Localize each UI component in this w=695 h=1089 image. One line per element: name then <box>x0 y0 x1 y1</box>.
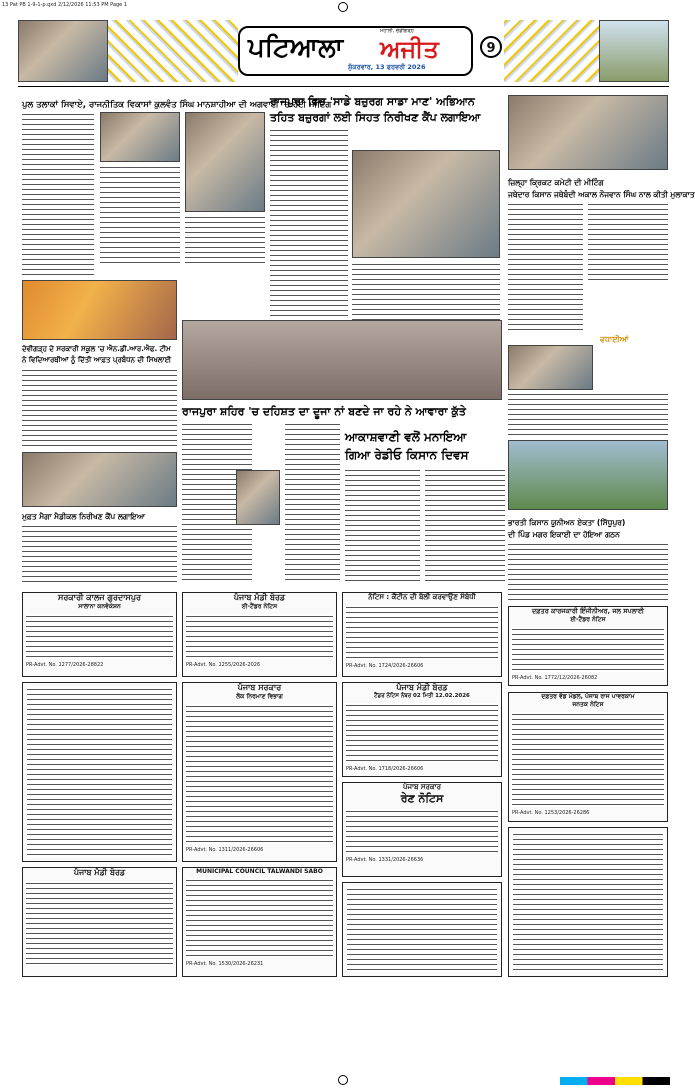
ad9-box <box>182 867 337 977</box>
ad2-title: ਪੰਜਾਬ ਮੰਡੀ ਬੋਰਡ <box>233 593 286 602</box>
masthead <box>18 20 669 82</box>
story8-body <box>22 524 177 584</box>
story8-headline: ਮੁਫ਼ਤ ਮੈਗਾ ਮੈਡੀਕਲ ਨਿਰੀਖਣ ਕੈਂਪ ਲਗਾਇਆ <box>22 512 145 521</box>
registration-mark-icon <box>338 2 348 12</box>
story5-portrait <box>236 470 280 525</box>
color-bar <box>560 1077 670 1085</box>
ad4-sub: ਟੈਂਡਰ ਨੋਟਿਸ ਨੰਬਰ 02 ਮਿਤੀ 12.02.2026 <box>374 693 470 699</box>
ad11-box <box>342 882 502 977</box>
story7-headline-1: ਭਾਰਤੀ ਕਿਸਾਨ ਯੂਨੀਅਨ ਏਕਤਾ (ਸਿੱਧੂਪੁਰ) <box>508 518 626 527</box>
ad5-ref: PR-Advt. No. 1311/2026-26606 <box>186 847 264 853</box>
ad12-box <box>508 827 668 977</box>
story8-photo <box>22 452 177 507</box>
ad7-box <box>508 692 668 822</box>
masthead-city: ਪਟਿਆਲਾ <box>248 33 344 63</box>
ad6-sub: ਈ-ਟੈਂਡਰ ਨੋਟਿਸ <box>570 616 606 623</box>
masthead-right-photo <box>599 20 669 82</box>
story5-body-col2 <box>285 422 340 582</box>
ad3-text <box>346 605 498 660</box>
story3-headline-1: ਜ਼ਿਲ੍ਹਾ ਕ੍ਰਿਕਟ ਕਮੇਟੀ ਦੀ ਮੀਟਿੰਗ <box>508 178 604 187</box>
ad2-text <box>186 614 333 659</box>
ad4-ref: PR-Advt. No. 1718/2026-26606 <box>346 766 424 772</box>
ad5-sub: ਲੋਕ ਨਿਰਮਾਣ ਵਿਭਾਗ <box>236 693 283 700</box>
story6-body-col2 <box>425 468 505 583</box>
story5-headline: ਰਾਜਪੁਰਾ ਸ਼ਹਿਰ 'ਚ ਦਹਿਸ਼ਤ ਦਾ ਦੂਜਾ ਨਾਂ ਬਣਦੇ ਜਾ ਰਹੇ ਨੇ ਆਵਾਰਾ ਕੁੱਤੇ <box>182 405 466 418</box>
ad6-box <box>508 606 668 686</box>
story1-photo-b <box>185 112 265 212</box>
ad1-sub: ਸਾਲਾਨਾ ਕਨਵੋਕੇਸ਼ਨ <box>78 603 121 610</box>
story9-body <box>508 392 668 437</box>
ad3-ref: PR-Advt. No. 1724/2026-26606 <box>346 663 424 669</box>
masthead-logo: ਅਜੀਤ <box>380 35 439 63</box>
ad11-text <box>347 887 497 972</box>
story2-body-col1 <box>270 128 348 338</box>
registration-mark-bottom-icon <box>338 1075 348 1085</box>
ad4-title: ਪੰਜਾਬ ਮੰਡੀ ਬੋਰਡ <box>396 683 448 692</box>
ad1-box <box>22 592 177 677</box>
story4-headline-2: ਨੇ ਵਿਦਿਆਰਥੀਆਂ ਨੂੰ ਦਿੱਤੀ ਆਫ਼ਤ ਪ੍ਰਬੰਧਨ ਦੀ ਸਿਖਲਾਈ <box>22 356 172 364</box>
ad7-title: ਦਫ਼ਤਰ ਵੰਡ ਮੰਡਲ, ਪੰਜਾਬ ਰਾਜ ਪਾਵਰਕਾਮ <box>541 693 635 700</box>
story7-photo <box>508 440 668 510</box>
ad4-box <box>342 682 502 777</box>
ad6-ref: PR-Advt. No. 1772/12/2026-26082 <box>512 675 598 681</box>
ad4-text <box>346 703 498 763</box>
ad10-text <box>26 881 173 966</box>
story5-photo <box>182 320 502 400</box>
story2-headline-2: ਤਹਿਤ ਬਜ਼ੁਰਗਾਂ ਲਈ ਸਿਹਤ ਨਿਰੀਖਣ ਕੈਂਪ ਲਗਾਇਆ <box>270 111 481 124</box>
ad10-box <box>22 867 177 977</box>
story3-body-col1 <box>508 202 583 332</box>
story9-headline: ਵਧਾਈਆਂ <box>600 335 629 344</box>
story2-headline-1: ਰਾਜਪੁਰਾ ਵਿਚ 'ਸਾਡੇ ਬਜ਼ੁਰਗ ਸਾਡਾ ਮਾਣ' ਅਭਿਆਨ <box>270 95 475 108</box>
story4-headline-1: ਦੇਵੀਗੜ੍ਹ ਦੇ ਸਰਕਾਰੀ ਸਕੂਲ 'ਚ ਐਨ.ਡੀ.ਆਰ.ਐਫ. ਟੀਮ <box>22 345 171 353</box>
masthead-rule <box>18 86 669 87</box>
ad2b-text <box>27 687 172 857</box>
ad7-ref: PR-Advt. No. 1253/2026-26286 <box>512 810 590 816</box>
ad12-text <box>513 832 663 972</box>
ad2-box <box>182 592 337 677</box>
ad1-text <box>26 614 173 659</box>
story1-body-col3 <box>185 215 265 265</box>
masthead-pattern-right <box>504 20 599 82</box>
ad6-title: ਦਫ਼ਤਰ ਕਾਰਜਕਾਰੀ ਇੰਜੀਨੀਅਰ, ਜਲ ਸਪਲਾਈ <box>531 607 645 615</box>
ad5-box <box>182 682 337 862</box>
story3-headline-2: ਜਥੇਦਾਰ ਕਿਸਾਨ ਜਥੇਬੰਦੀ ਅਕਾਲ ਨੌਜਵਾਨ ਸਿੰਘ ਨਾਲ ਕੀਤੀ ਮੁਲਾਕਾਤ <box>508 190 695 199</box>
story3-photo <box>508 95 668 170</box>
ad8-text <box>346 809 498 854</box>
ad5-text <box>186 704 333 844</box>
masthead-title-box <box>238 26 473 76</box>
masthead-pattern-left <box>108 20 238 82</box>
ad2-sub: ਈ-ਟੈਂਡਰ ਨੋਟਿਸ <box>241 603 278 610</box>
story2-photo <box>352 150 500 258</box>
ad8-box <box>342 782 502 877</box>
ad2b-box <box>22 682 177 862</box>
story1-photo-a <box>100 112 180 162</box>
ad3-box <box>342 592 502 677</box>
ad8-title: ਰੇਣ ਨੋਟਿਸ <box>400 792 444 805</box>
masthead-edition: ਮੋਹਾਲੀ, ਚੰਡੀਗੜ੍ਹ <box>380 28 414 34</box>
ad2-ref: PR-Advt. No. 1255/2026-2026 <box>186 662 261 668</box>
story4-photo <box>22 280 177 340</box>
print-meta: 13 Pat PB 1-9-1-p.qxd 2/12/2026 11:53 PM Page 1 <box>2 2 128 8</box>
story1-body-col2 <box>100 165 180 265</box>
ad9-title: MUNICIPAL COUNCIL TALWANDI SABO <box>196 868 323 875</box>
story9-photo <box>508 345 593 390</box>
ad9-ref: PR-Advt. No. 1530/2026-26231 <box>186 961 264 967</box>
story7-headline-2: ਦੀ ਪਿੰਡ ਮਗਰ ਇਕਾਈ ਦਾ ਹੋਇਆ ਗਠਨ <box>508 530 620 539</box>
story6-body-col1 <box>345 468 420 583</box>
ad3-title: ਨੋਟਿਸ : ਕੈਂਟੀਨ ਦੀ ਬੋਲੀ ਕਰਵਾਉਣ ਸੰਬੰਧੀ <box>368 593 476 601</box>
page-number: 9 <box>480 36 502 58</box>
masthead-date: ਸ਼ੁੱਕਰਵਾਰ, 13 ਫਰਵਰੀ 2026 <box>348 63 426 71</box>
story7-body <box>508 542 668 602</box>
ad1-ref: PR-Advt. No. 1277/2026-28822 <box>26 662 104 668</box>
story4-body <box>22 368 177 448</box>
ad5-title: ਪੰਜਾਬ ਸਰਕਾਰ <box>237 683 282 692</box>
ad7-sub: ਜਨਤਕ ਨੋਟਿਸ <box>572 701 604 708</box>
story1-headline: ਪੁਲ ਤਲਾਕਾਂ ਸਿਵਾਏ, ਰਾਜਨੀਤਿਕ ਵਿਕਾਸਾਂ ਕੁਲਵੰਤ ਸਿੰਘ ਮਾਨਸ਼ਾਹੀਆ ਦੀ ਅਗਵਾਈ 'ਚ ਹੋਈ ਮੀਟਿੰਗ <box>22 100 332 110</box>
masthead-left-photo <box>18 20 108 82</box>
story1-body-col1 <box>22 112 94 277</box>
ad7-text <box>512 712 664 807</box>
ad6-text <box>512 627 664 672</box>
story6-headline-1: ਆਕਾਸ਼ਵਾਣੀ ਵਲੋਂ ਮਨਾਇਆ <box>345 430 467 444</box>
ad10-title: ਪੰਜਾਬ ਮੰਡੀ ਬੋਰਡ <box>73 868 126 877</box>
ad8-ref: PR-Advt. No. 1331/2026-26636 <box>346 857 424 863</box>
ad8-sub: ਪੰਜਾਬ ਸਰਕਾਰ <box>402 783 441 791</box>
story6-headline-2: ਗਿਆ ਰੇਡੀਓ ਕਿਸਾਨ ਦਿਵਸ <box>345 448 469 462</box>
ad9-text <box>186 878 333 958</box>
ad1-title: ਸਰਕਾਰੀ ਕਾਲਜ ਗੁਰਦਾਸਪੁਰ <box>58 593 141 602</box>
story3-body-col2 <box>588 202 668 282</box>
